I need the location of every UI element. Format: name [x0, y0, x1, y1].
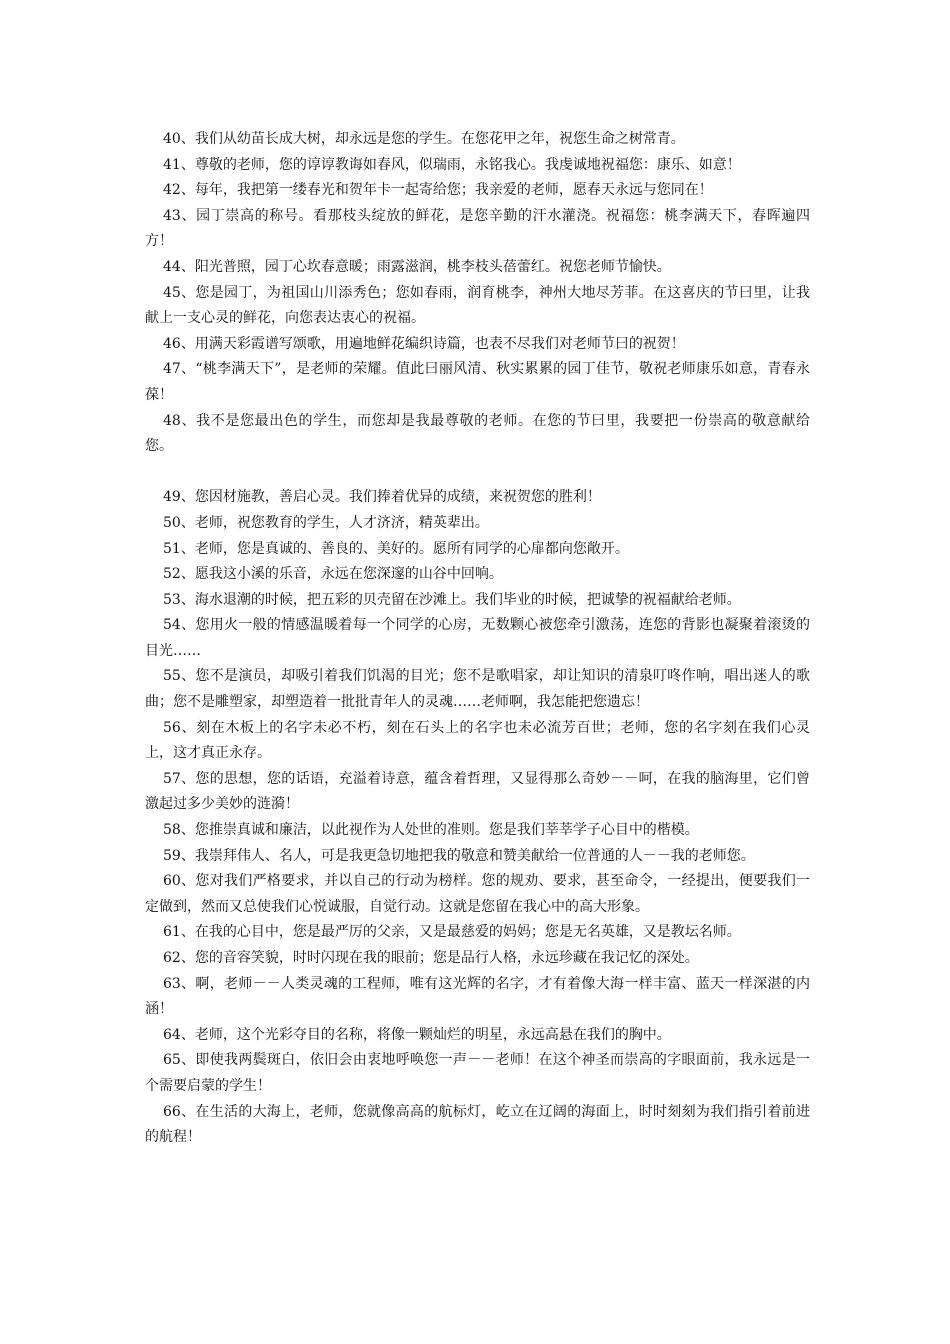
- list-item: 54、您用火一般的情感温暖着每一个同学的心房，无数颗心被您牵引激荡，连您的背影也凝聚着滚烫的目光……: [145, 617, 810, 659]
- list-item: 60、您对我们严格要求，并以自己的行动为榜样。您的规劝、要求，甚至命令，一经提出，便要我们一定做到，然而又总使我们心悦诚服，自觉行动。这就是您留在我心中的高大形象。: [145, 873, 810, 915]
- list-item: 45、您是园丁，为祖国山川添秀色；您如春雨，润育桃李，神州大地尽芳菲。在这喜庆的节曰里，让我献上一支心灵的鲜花，向您表达衷心的祝福。: [145, 284, 810, 327]
- list-item: 40、我们从幼苗长成大树，却永远是您的学生。在您花甲之年，祝您生命之树常青。: [163, 131, 685, 147]
- list-item: 48、我不是您最出色的学生，而您却是我最尊敬的老师。在您的节曰里，我要把一份崇高的敬意献给您。: [145, 412, 810, 455]
- list-item: 56、刻在木板上的名字未必不朽，刻在石头上的名字也未必流芳百世；老师，您的名字刻在我们心灵上，这才真正永存。: [145, 719, 810, 762]
- list-item: 59、我崇拜伟人、名人，可是我更急切地把我的敬意和赞美献给一位普通的人－－我的老师您。: [163, 847, 755, 864]
- list-item: 52、愿我这小溪的乐音，永远在您深邃的山谷中回响。: [163, 566, 503, 583]
- list-item: 41、尊敬的老师，您的谆谆教诲如春风，似瑞雨，永铭我心。我虔诚地祝福您：康乐、如意！: [163, 156, 741, 173]
- list-item: 43、园丁崇高的称号。看那枝头绽放的鲜花，是您辛勤的汗水灌浇。祝福您：桃李满天下，春晖遍四方！: [145, 207, 810, 250]
- list-item: 61、在我的心目中，您是最严厉的父亲，又是最慈爱的妈妈；您是无名英雄，又是教坛名师。: [163, 924, 741, 941]
- list-item: 47、“桃李满天下”，是老师的荣耀。值此曰丽风清、秋实累累的园丁佳节，敬祝老师康乐如意，青春永葆！: [145, 361, 810, 403]
- list-item: 42、每年，我把第一缕春光和贺年卡一起寄给您；我亲爱的老师，愿春天永远与您同在！: [163, 182, 713, 199]
- paragraph-gap: [145, 460, 810, 486]
- list-item: 55、您不是演员，却吸引着我们饥渴的目光；您不是歌唱家，却让知识的清泉叮咚作响，唱出迷人的歌曲；您不是雕塑家，却塑造着一批批青年人的灵魂……老师啊，我怎能把您遗忘！: [145, 668, 810, 711]
- list-item: 66、在生活的大海上，老师，您就像高高的航标灯，屹立在辽阔的海面上，时时刻刻为我们指引着前进的航程！: [145, 1103, 810, 1146]
- list-item: 64、老师，这个光彩夺目的名称，将像一颗灿烂的明星，永远高悬在我们的胸中。: [163, 1026, 671, 1043]
- list-item: 49、您因材施教，善启心灵。我们捧着优异的成绩，来祝贺您的胜利！: [163, 489, 601, 506]
- list-item: 65、即使我两鬓斑白，依旧会由衷地呼唤您一声－－老师！在这个神圣而崇高的字眼面前，我永远是一个需要启蒙的学生！: [145, 1052, 810, 1094]
- document-page: [145, 127, 810, 1151]
- list-item: 53、海水退潮的时候，把五彩的贝壳留在沙滩上。我们毕业的时候，把诚挚的祝福献给老师。: [163, 591, 741, 608]
- list-item: 58、您推崇真诚和廉洁，以此视作为人处世的准则。您是我们莘莘学子心目中的楷模。: [163, 822, 699, 839]
- list-item: 46、用满天彩霞谱写颂歌，用遍地鲜花编织诗篇，也表不尽我们对老师节曰的祝贺！: [163, 335, 685, 352]
- list-item: 44、阳光普照，园丁心坎春意暖；雨露滋润，桃李枝头蓓蕾红。祝您老师节愉快。: [163, 258, 671, 275]
- list-item: 50、老师，祝您教育的学生，人才济济，精英辈出。: [163, 514, 489, 531]
- list-item: 63、啊，老师－－人类灵魂的工程师，唯有这光辉的名字，才有着像大海一样丰富、蓝天一样深湛的内涵！: [145, 975, 810, 1018]
- list-item: 62、您的音容笑貌，时时闪现在我的眼前；您是品行人格，永远珍藏在我记忆的深处。: [163, 950, 699, 966]
- list-item: 57、您的思想，您的话语，充溢着诗意，蕴含着哲理，又显得那么奇妙－－呵，在我的脑海里，它们曾激起过多少美妙的涟漪！: [145, 770, 810, 813]
- list-item: 51、老师，您是真诚的、善良的、美好的。愿所有同学的心扉都向您敞开。: [163, 540, 629, 557]
